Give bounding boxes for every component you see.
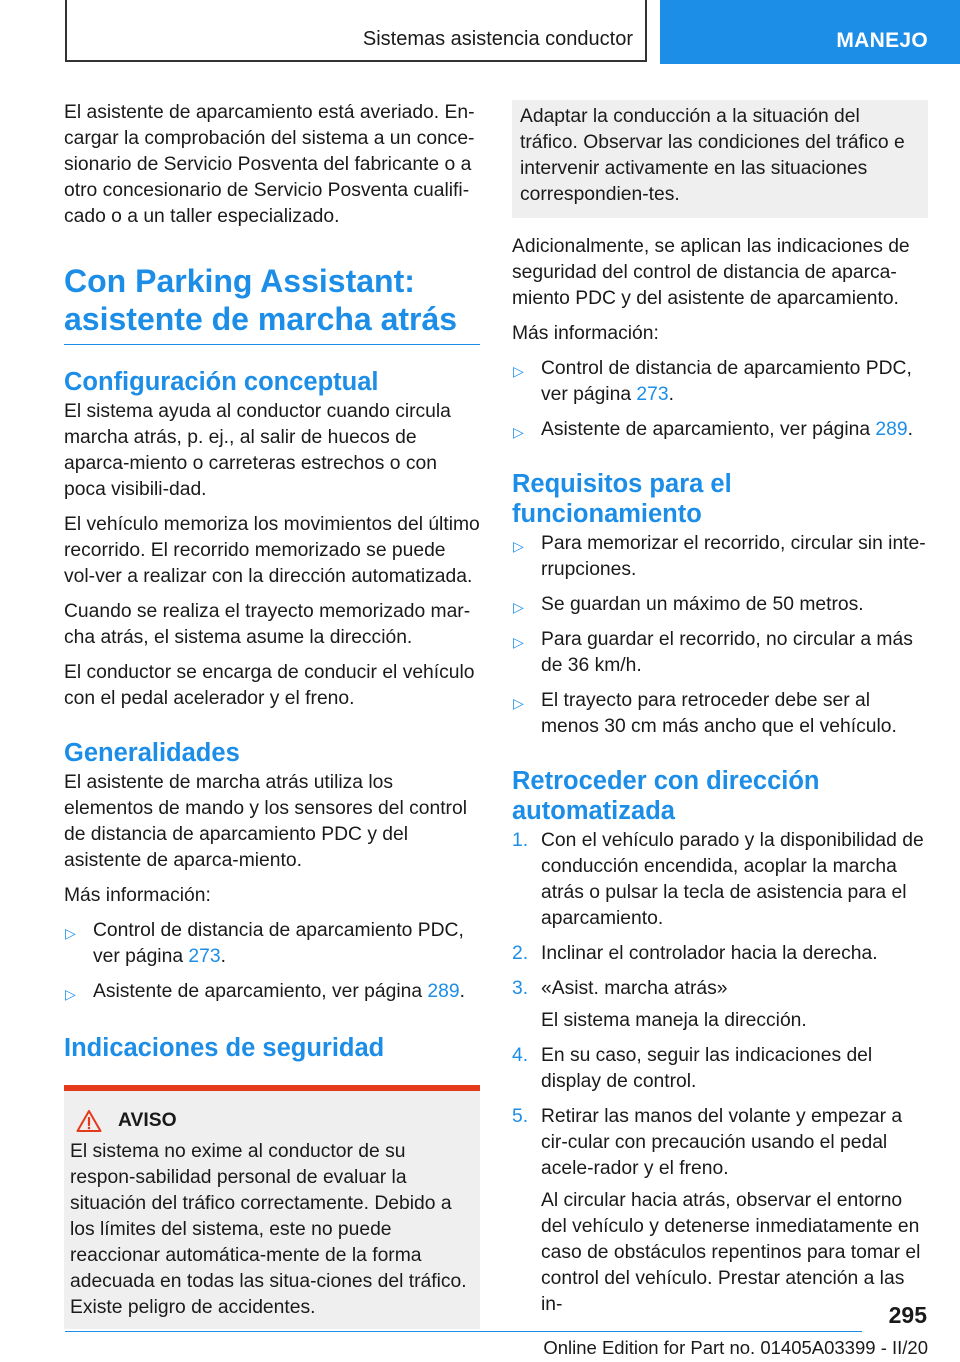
- warning-text: El sistema no exime al conductor de su respon-sabilidad personal de evaluar la situación del tráfico correctamente. Debido a los límites del sistema, este no puede reaccionar automática-mente de la forma adecuada en todas las situa-ciones del tráfico. Existe peligro de accidentes.: [70, 1141, 467, 1318]
- concept-paragraph: El vehículo memoriza los movimientos del último recorrido. El recorrido memorizado se puede vol-ver a realizar con la dirección automatizada.: [64, 514, 480, 587]
- general-heading: Generalidades: [64, 739, 240, 767]
- step-number: 2.: [512, 943, 529, 964]
- general-paragraph: El asistente de marcha atrás utiliza los elementos de mando y los sensores del control de distancia de aparcamiento PDC y del asistente de aparca-miento.: [64, 772, 467, 871]
- step-subtext: El sistema maneja la dirección.: [541, 1010, 807, 1031]
- list-item: ▷ Control de distancia de aparcamiento PDC, ver página 273.: [513, 358, 912, 405]
- right-column: [512, 100, 928, 1327]
- step-item: 2. Inclinar el controlador hacia la derecha.: [512, 941, 928, 967]
- page-link[interactable]: 273: [188, 946, 221, 967]
- concept-paragraph: El sistema ayuda al conductor cuando circula marcha atrás, p. ej., al salir de huecos de aparca-miento o carreteras estrechos o con poca visibili-dad.: [64, 401, 451, 500]
- warning-triangle-icon: [76, 1109, 102, 1133]
- page-number: 295: [888, 1302, 927, 1328]
- more-info-label: Más información:: [512, 323, 659, 344]
- more-info-list: [64, 918, 480, 1005]
- triangle-bullet-icon: ▷: [65, 986, 76, 1002]
- warning-continued-box: [512, 100, 928, 218]
- requirements-heading: Requisitos para el funcionamiento: [512, 470, 732, 528]
- chapter-tab-label: MANEJO: [836, 29, 928, 52]
- page-link[interactable]: 273: [636, 384, 669, 405]
- list-item: ▷ Asistente de aparcamiento, ver página 289.: [512, 417, 928, 443]
- step-item: 5. Retirar las manos del volante y empezar a cir-cular con precaución usando el pedal acele-rador y el freno. Al circular hacia atrás, observar el entorno del vehículo y detenerse inmediatamente en caso de obstáculos repentinos para tomar el control del vehículo. Prestar atención a las in-: [512, 1104, 928, 1318]
- chapter-tab[interactable]: [660, 0, 960, 64]
- warning-box: [64, 1085, 480, 1329]
- list-item: ▷ Para guardar el recorrido, no circular a más de 36 km/h.: [513, 629, 913, 676]
- step-number: 1.: [512, 830, 529, 851]
- list-item: ▷ Control de distancia de aparcamiento PDC, ver página 273.: [65, 920, 464, 967]
- step-item: 4. En su caso, seguir las indicaciones del display de control.: [512, 1045, 873, 1092]
- concept-paragraph: Cuando se realiza el trayecto memorizado mar-cha atrás, el sistema asume la dirección.: [64, 601, 471, 648]
- step-number: 3.: [512, 978, 529, 999]
- list-item: ▷ El trayecto para retroceder debe ser al menos 30 cm más ancho que el vehículo.: [513, 690, 897, 737]
- concept-heading: Configuración conceptual: [64, 368, 379, 396]
- more-info-label: Más información:: [64, 885, 211, 906]
- steps-list: [512, 828, 928, 1318]
- main-heading: Con Parking Assistant: asistente de marcha atrás: [64, 262, 480, 345]
- more-info-list: [512, 356, 928, 443]
- list-item: ▷ Para memorizar el recorrido, circular sin inte-rrupciones.: [513, 533, 926, 580]
- edition-note: Online Edition for Part no. 01405A03399 - II/20: [543, 1337, 928, 1358]
- concept-paragraph: El conductor se encarga de conducir el vehículo con el pedal acelerador y el freno.: [64, 662, 475, 709]
- steering-heading: Retroceder con dirección automatizada: [512, 767, 820, 825]
- left-column: [64, 100, 480, 1329]
- step-number: 4.: [512, 1045, 529, 1066]
- intro-paragraph: El asistente de aparcamiento está averiado. En-cargar la comprobación del sistema a un conce-sionario de Servicio Posventa del fabricante o a otro concesionario de Servicio Posventa cualifi-cado o a un taller especializado.: [64, 102, 475, 227]
- footer-divider: [65, 1331, 862, 1332]
- step-subtext: Al circular hacia atrás, observar el entorno del vehículo y detenerse inmediatamente en caso de obstáculos repentinos para tomar el control del vehículo. Prestar atención a las in-: [541, 1190, 921, 1315]
- triangle-bullet-icon: ▷: [513, 599, 524, 615]
- page-link[interactable]: 289: [875, 419, 908, 440]
- triangle-bullet-icon: ▷: [513, 538, 524, 554]
- additional-paragraph: Adicionalmente, se aplican las indicaciones de seguridad del control de distancia de aparca-miento PDC y del asistente de aparcamiento.: [512, 236, 910, 309]
- triangle-bullet-icon: ▷: [513, 695, 524, 711]
- safety-heading: Indicaciones de seguridad: [64, 1034, 385, 1062]
- triangle-bullet-icon: ▷: [513, 634, 524, 650]
- section-title: Sistemas asistencia conductor: [362, 28, 633, 50]
- requirements-list: [512, 531, 928, 740]
- step-item: 1. Con el vehículo parado y la disponibilidad de conducción encendida, acoplar la marcha atrás o pulsar la tecla de asistencia para el aparcamiento.: [512, 830, 924, 929]
- step-number: 5.: [512, 1106, 529, 1127]
- list-item: ▷ Se guardan un máximo de 50 metros.: [512, 592, 928, 618]
- triangle-bullet-icon: ▷: [513, 424, 524, 440]
- step-item: 3. «Asist. marcha atrás» El sistema maneja la dirección.: [512, 976, 928, 1034]
- header-section-box: [65, 0, 647, 62]
- warning-header: [70, 1109, 474, 1133]
- warning-continued-text: Adaptar la conducción a la situación del tráfico. Observar las condiciones del tráfico e intervenir activamente en las situaciones correspondien-tes.: [520, 106, 905, 205]
- triangle-bullet-icon: ▷: [65, 925, 76, 941]
- list-item: ▷ Asistente de aparcamiento, ver página 289.: [64, 979, 480, 1005]
- warning-title: AVISO: [118, 1110, 177, 1131]
- triangle-bullet-icon: ▷: [513, 363, 524, 379]
- page-link[interactable]: 289: [427, 981, 460, 1002]
